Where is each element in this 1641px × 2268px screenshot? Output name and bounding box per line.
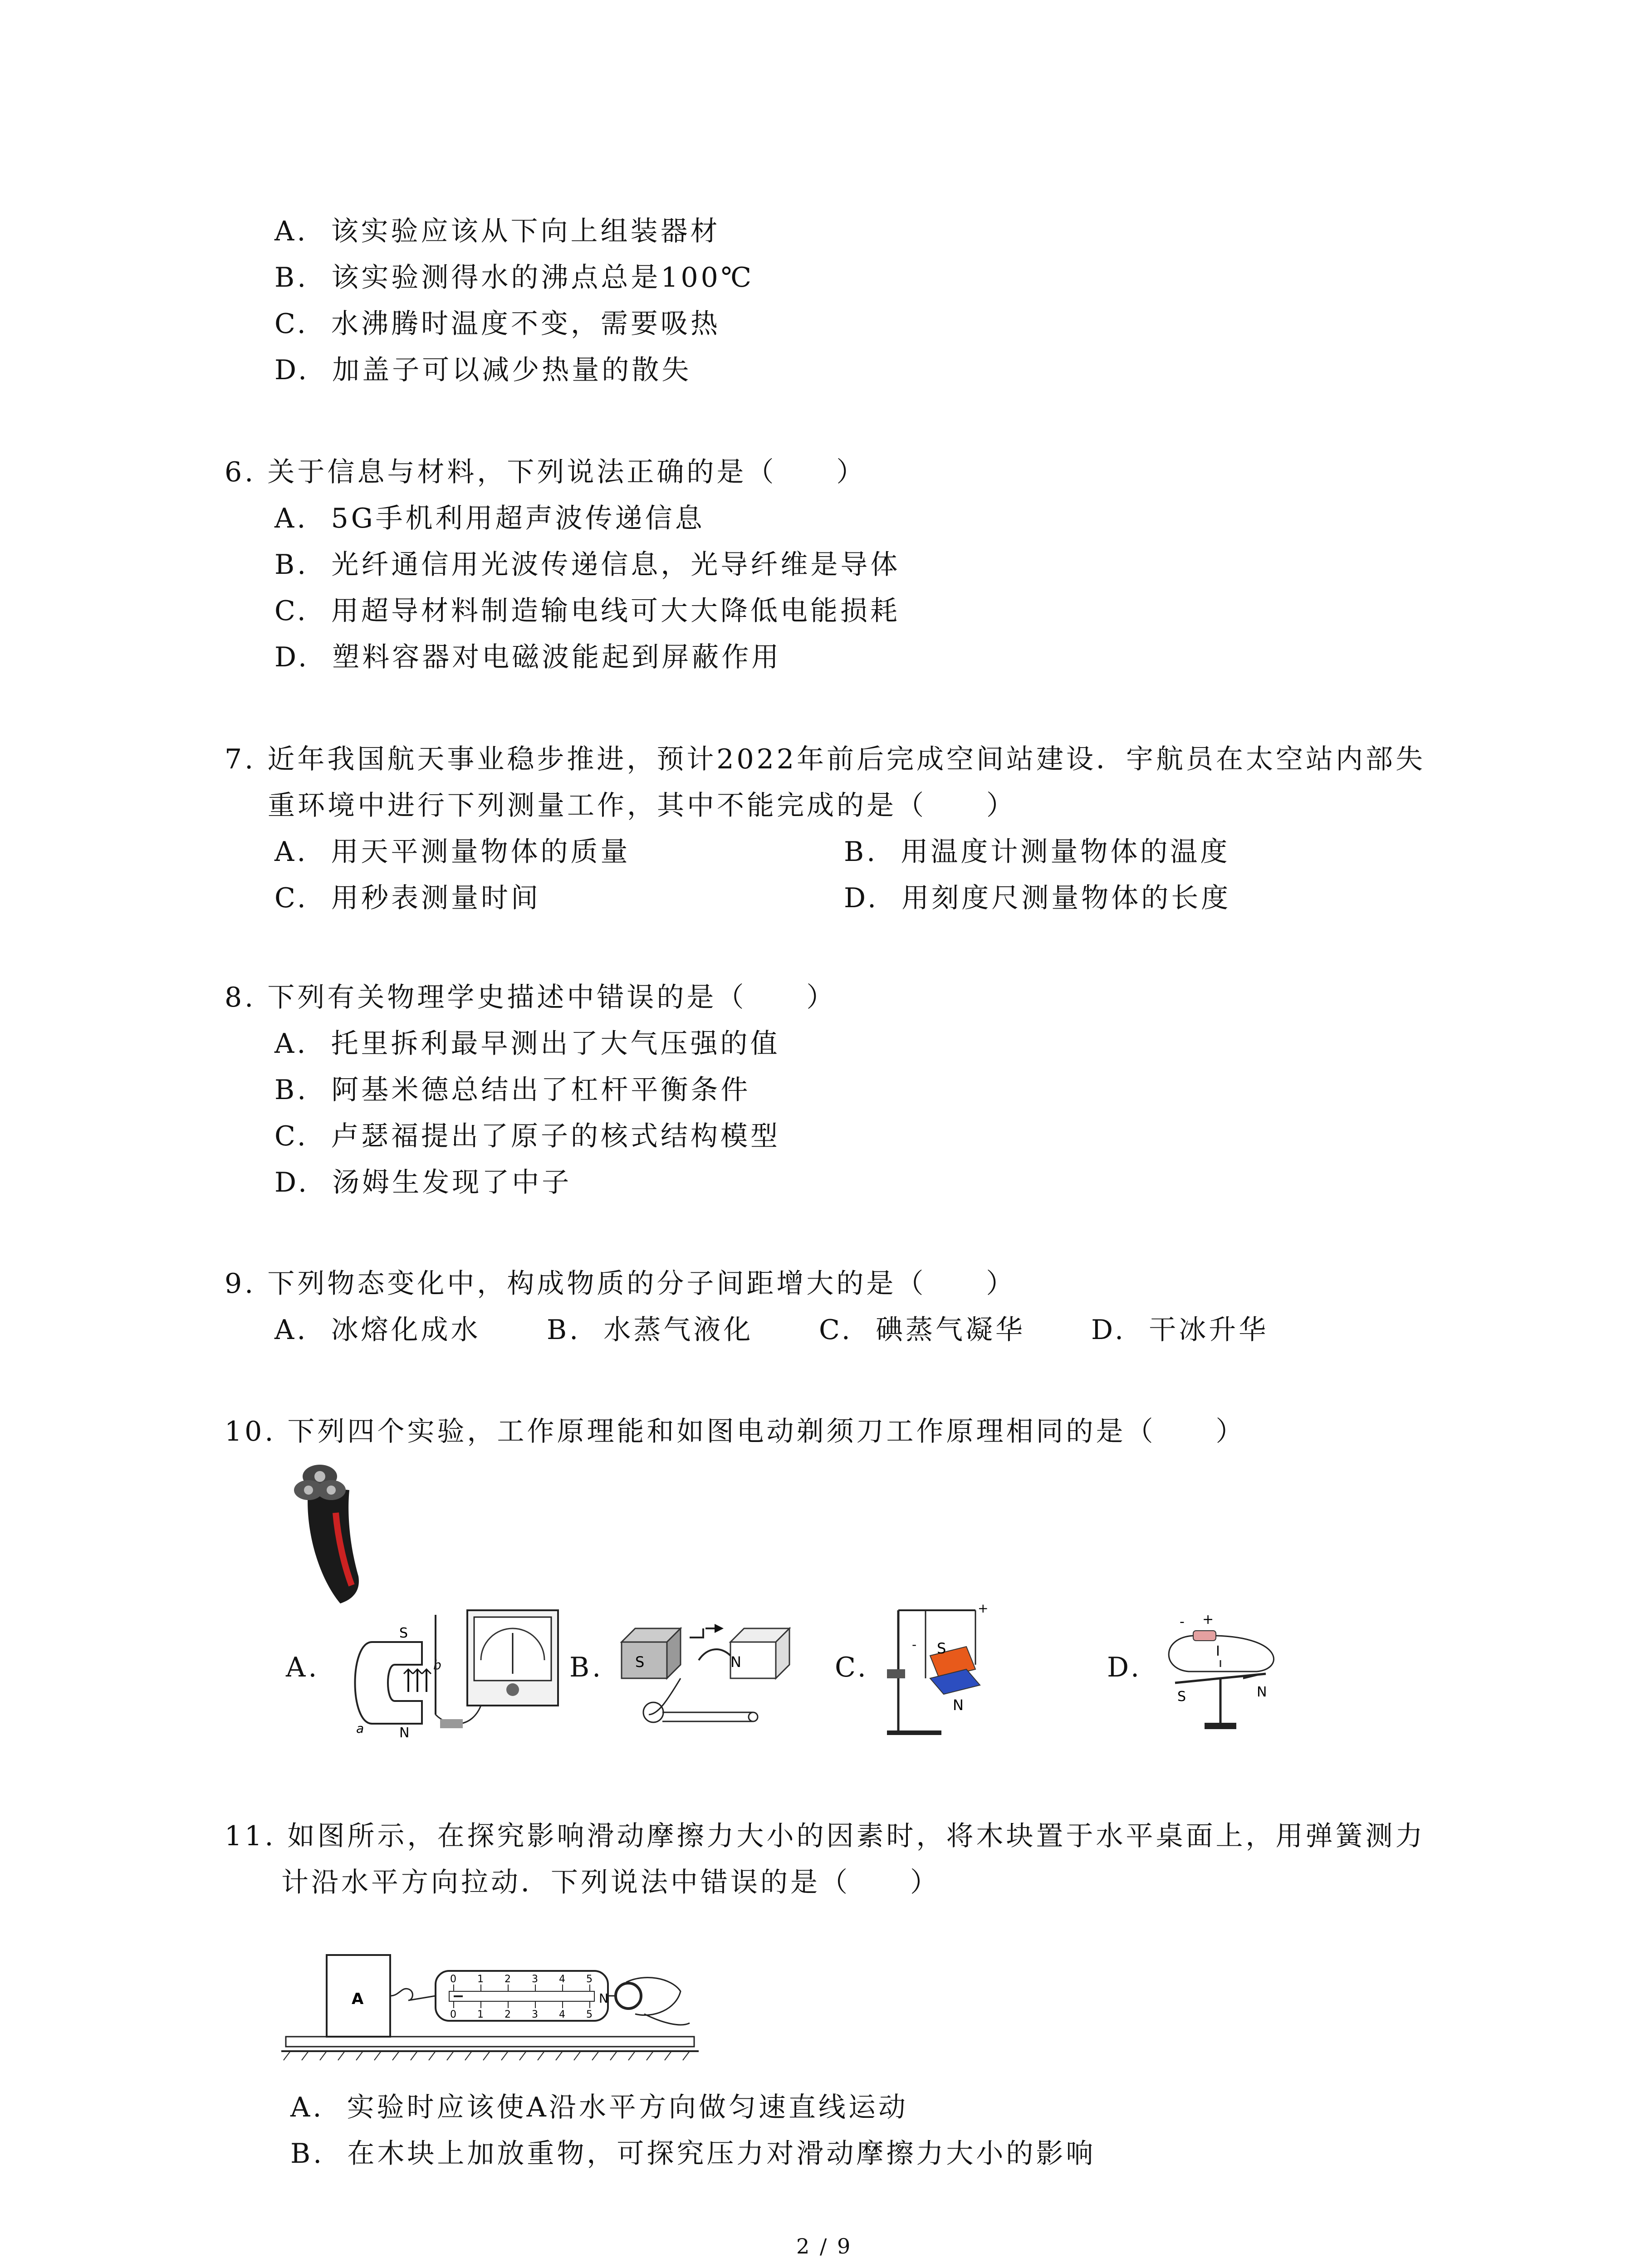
svg-text:N: N [1257,1684,1267,1700]
svg-text:3: 3 [532,2009,538,2020]
svg-text:S: S [1177,1689,1186,1705]
page-number: 2 / 9 [796,2234,852,2258]
q7-stem-line1: 7. 近年我国航天事业稳步推进，预计2022年前后完成空间站建设．宇航员在太空站内部失 [225,743,1426,775]
q6-option-c: C. 用超导材料制造输电线可大大降低电能损耗 [274,595,900,627]
q10-stem: 10. 下列四个实验，工作原理能和如图电动剃须刀工作原理相同的是（ ） [225,1416,1246,1447]
q8-option-c: C. 卢瑟福提出了原子的核式结构模型 [274,1120,780,1152]
svg-text:1: 1 [477,2009,484,2020]
svg-text:S: S [399,1625,408,1641]
svg-text:1: 1 [477,1974,484,1985]
svg-text:S: S [635,1653,645,1671]
svg-text:I: I [1216,1643,1220,1659]
q5-option-c: C. 水沸腾时温度不变，需要吸热 [274,308,720,340]
q5-option-b: B. 该实验测得水的沸点总是100℃ [274,262,754,293]
electric-shaver-image [281,1458,363,1608]
q9-stem: 9. 下列物态变化中，构成物质的分子间距增大的是（ ） [225,1268,1016,1300]
q10-fig-label-b: B. [569,1652,604,1683]
q9-option-d: D. 干冰升华 [1091,1314,1269,1346]
q10-figure-b-electromagnet [617,1619,798,1728]
svg-text:S: S [937,1640,946,1657]
svg-text:N: N [599,1991,608,2006]
svg-text:N: N [730,1653,741,1671]
svg-text:b: b [433,1657,441,1672]
svg-text:a: a [356,1721,364,1736]
q11-option-a: A. 实验时应该使A沿水平方向做匀速直线运动 [290,2092,908,2123]
svg-text:0: 0 [450,1974,456,1985]
q10-figure-d-oersted [1152,1610,1288,1737]
q6-option-b: B. 光纤通信用光波传递信息，光导纤维是导体 [274,549,901,581]
q11-figure-spring-scale [281,1946,699,2064]
q6-stem: 6. 关于信息与材料，下列说法正确的是（ ） [225,456,867,488]
q10-fig-label-d: D. [1107,1652,1142,1683]
q9-option-b: B. 水蒸气液化 [547,1314,754,1346]
q8-option-a: A. 托里拆利最早测出了大气压强的值 [274,1028,780,1060]
svg-text:N: N [399,1725,410,1741]
svg-text:4: 4 [559,2009,565,2020]
svg-text:2: 2 [505,1974,511,1985]
q7-option-d: D. 用刻度尺测量物体的长度 [844,882,1231,914]
svg-text:A: A [352,1990,364,2008]
svg-text:0: 0 [450,2009,456,2020]
svg-text:-: - [912,1637,917,1652]
q9-option-a: A. 冰熔化成水 [274,1314,481,1346]
svg-text:5: 5 [586,2009,593,2020]
svg-text:+: + [1202,1612,1214,1628]
q9-option-c: C. 碘蒸气凝华 [819,1314,1025,1346]
svg-text:+: + [978,1601,989,1616]
q11-stem-line1: 11. 如图所示，在探究影响滑动摩擦力大小的因素时，将木块置于水平桌面上，用弹簧测力 [225,1820,1425,1852]
q8-option-b: B. 阿基米德总结出了杠杆平衡条件 [274,1074,751,1106]
q10-figure-a-generator [345,1601,572,1742]
q5-option-a: A. 该实验应该从下向上组装器材 [274,215,720,247]
q11-option-b: B. 在木块上加放重物，可探究压力对滑动摩擦力大小的影响 [290,2138,1096,2170]
q10-figure-c-current-in-field [885,1601,998,1746]
svg-text:5: 5 [586,1974,593,1985]
q7-option-c: C. 用秒表测量时间 [274,882,541,914]
svg-text:4: 4 [559,1974,565,1985]
q6-option-a: A. 5G手机利用超声波传递信息 [274,503,705,534]
svg-text:N: N [953,1696,964,1714]
q10-fig-label-a: A. [286,1652,320,1683]
svg-text:-: - [1180,1614,1185,1630]
q7-option-a: A. 用天平测量物体的质量 [274,836,631,868]
q5-option-d: D. 加盖子可以减少热量的散失 [274,354,692,386]
q7-option-b: B. 用温度计测量物体的温度 [844,836,1230,868]
q10-fig-label-c: C. [835,1652,869,1683]
svg-text:3: 3 [532,1974,538,1985]
q8-option-d: D. 汤姆生发现了中子 [274,1167,572,1198]
q8-stem: 8. 下列有关物理学史描述中错误的是（ ） [225,982,837,1013]
svg-text:2: 2 [505,2009,511,2020]
q6-option-d: D. 塑料容器对电磁波能起到屏蔽作用 [274,641,782,673]
q11-stem-line2: 计沿水平方向拉动．下列说法中错误的是（ ） [281,1867,940,1898]
q7-stem-line2: 重环境中进行下列测量工作，其中不能完成的是（ ） [268,790,1016,821]
